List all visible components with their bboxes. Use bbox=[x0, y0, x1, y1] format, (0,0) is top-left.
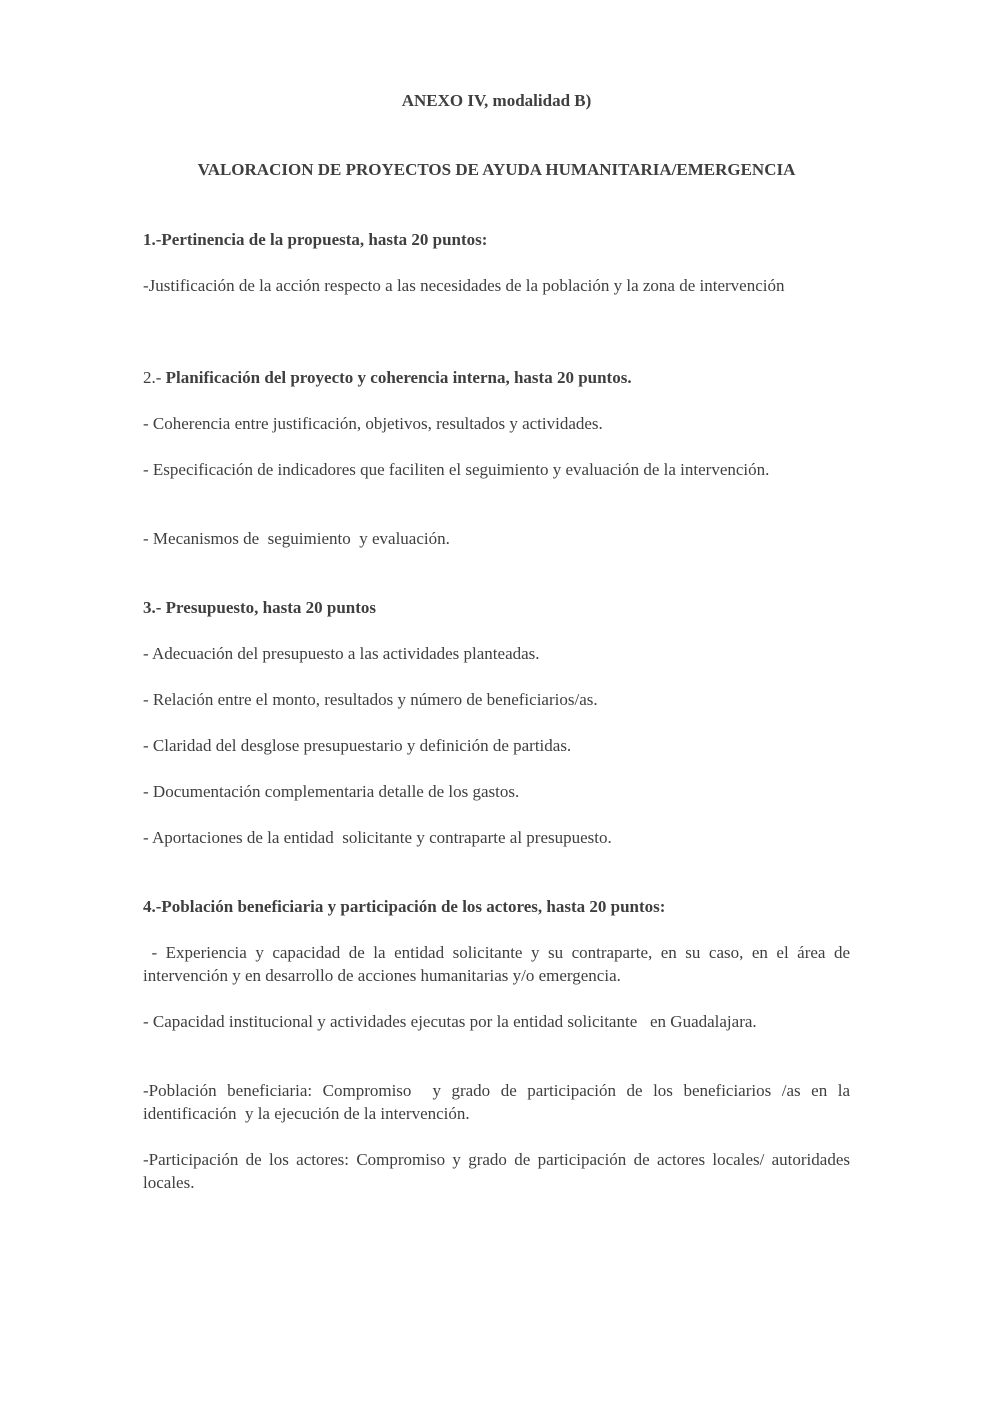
section-1-heading bbox=[143, 228, 850, 251]
section-1-item-1: -Justificación de la acción respecto a las necesidades de la población y la zona de intervención bbox=[143, 276, 785, 295]
section-3-heading bbox=[143, 596, 850, 619]
section-2-item-1: - Coherencia entre justificación, objetivos, resultados y actividades. bbox=[143, 414, 603, 433]
annex-title: ANEXO IV, modalidad B) bbox=[401, 91, 592, 110]
section-2-prefix: 2.- bbox=[143, 368, 166, 387]
section-4-item-2: - Capacidad institucional y actividades ejecutas por la entidad solicitante en Guadalajara. bbox=[143, 1012, 757, 1031]
section-4-heading bbox=[143, 895, 850, 918]
section-2-title: Planificación del proyecto y coherencia interna, hasta 20 puntos. bbox=[165, 368, 632, 387]
section-2-item-3: - Mecanismos de seguimiento y evaluación. bbox=[143, 529, 450, 548]
section-3-item-2: - Relación entre el monto, resultados y número de beneficiarios/as. bbox=[143, 690, 598, 709]
document-subtitle: VALORACION DE PROYECTOS DE AYUDA HUMANITARIA/EMERGENCIA bbox=[197, 160, 796, 179]
section-2-item-2: - Especificación de indicadores que faciliten el seguimiento y evaluación de la intervención. bbox=[143, 460, 770, 479]
section-3-prefix: 3.- bbox=[143, 598, 166, 617]
section-4-item-4: -Participación de los actores: Compromiso y grado de participación de actores locales/ autoridades locales. bbox=[143, 1150, 850, 1192]
section-3-item-3: - Claridad del desglose presupuestario y definición de partidas. bbox=[143, 736, 572, 755]
section-4-title: Población beneficiaria y participación de los actores, hasta 20 puntos: bbox=[161, 897, 666, 916]
section-3-item-5: - Aportaciones de la entidad solicitante y contraparte al presupuesto. bbox=[143, 828, 612, 847]
section-3-item-4: - Documentación complementaria detalle de los gastos. bbox=[143, 782, 520, 801]
section-4-prefix: 4.- bbox=[143, 897, 162, 916]
section-4-item-3: -Población beneficiaria: Compromiso y grado de participación de los beneficiarios /as en la identificación y la ejecución de la intervención. bbox=[143, 1081, 855, 1123]
section-2-heading bbox=[143, 366, 850, 389]
section-4-item-1: - Experiencia y capacidad de la entidad solicitante y su contraparte, en su caso, en el área de intervención y en desarrollo de acciones humanitarias y/o emergencia. bbox=[143, 943, 855, 985]
section-3-item-1: - Adecuación del presupuesto a las actividades planteadas. bbox=[143, 644, 540, 663]
section-3-title: Presupuesto, hasta 20 puntos bbox=[165, 598, 377, 617]
section-1-title: Pertinencia de la propuesta, hasta 20 puntos: bbox=[161, 230, 488, 249]
section-1-prefix: 1.- bbox=[143, 230, 162, 249]
